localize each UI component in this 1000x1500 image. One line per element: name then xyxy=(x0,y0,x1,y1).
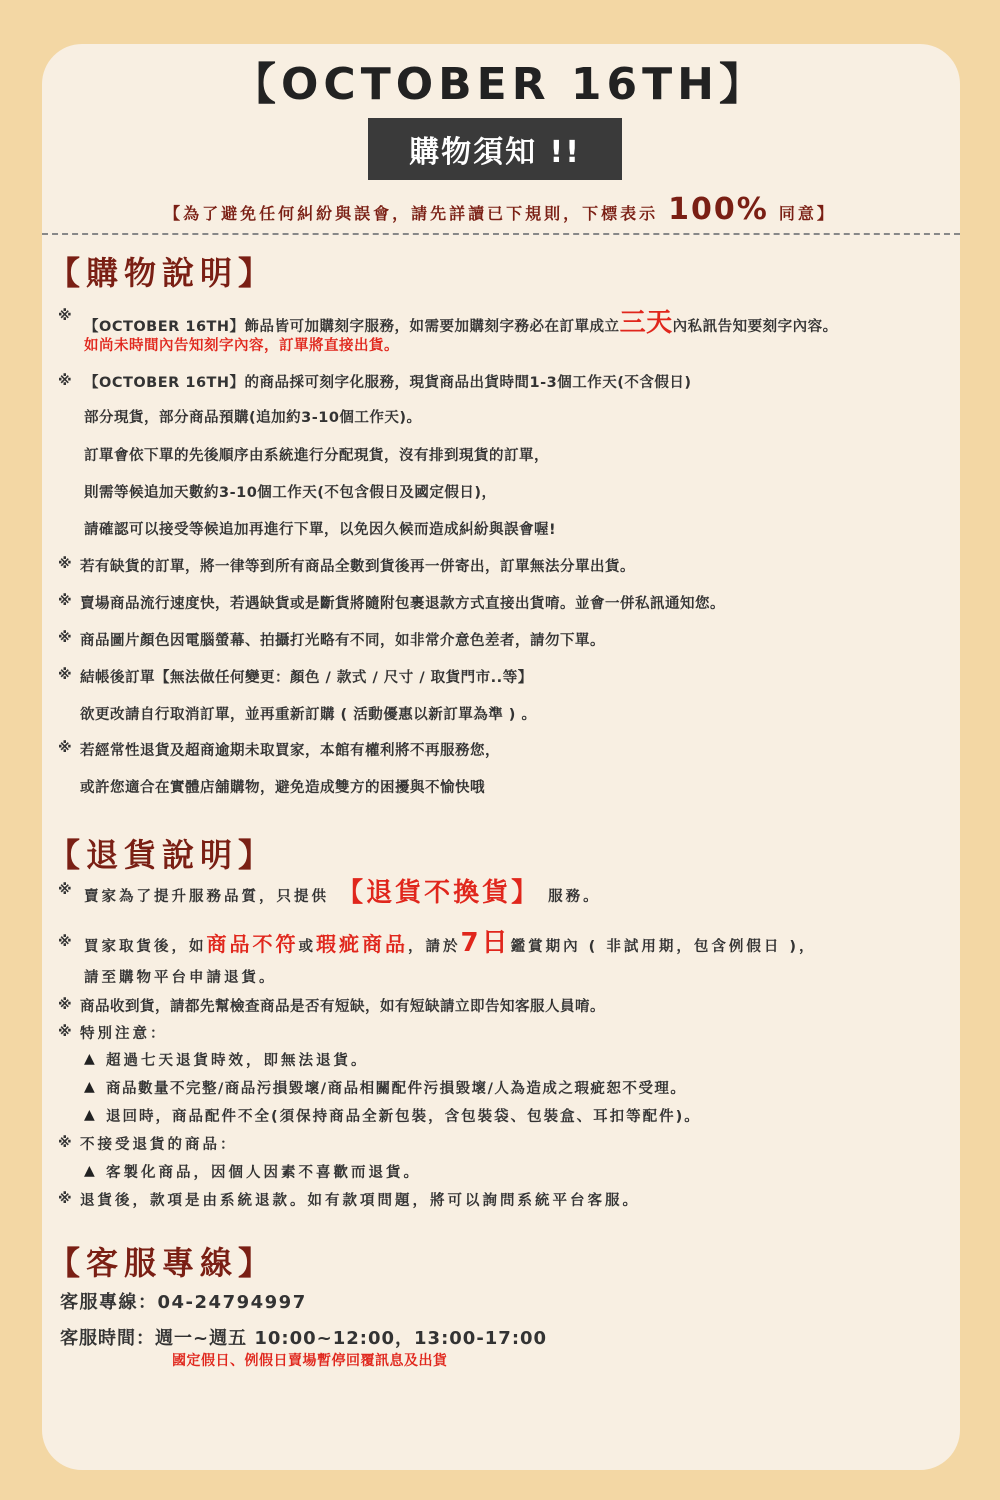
shopping-rule-4: 賣場商品流行速度快，若遇缺貨或是斷貨將隨附包裹退款方式直接出貨唷。並會一併私訊通知您。 xyxy=(80,596,725,612)
shopping-rule-2-line: 部分現貨，部分商品預購(追加約3-10個工作天)。 xyxy=(84,410,422,426)
rule-1-text: 【OCTOBER 16TH】飾品皆可加購刻字服務，如需要加購刻字務必在訂單成立 xyxy=(84,319,620,335)
returns-rule-3: 商品收到貨，請都先幫檢查商品是否有短缺，如有短缺請立即告知客服人員唷。 xyxy=(80,999,605,1015)
service-hours: 客服時間：週一~週五 10:00~12:00，13:00-17:00 xyxy=(60,1328,548,1349)
triangle-bullet-icon: ▲ xyxy=(84,1107,95,1123)
triangle-bullet-icon: ▲ xyxy=(84,1051,95,1067)
returns-heading: 【退貨說明】 xyxy=(48,836,277,874)
rule-mark: ※ xyxy=(58,1191,72,1207)
rule-mark: ※ xyxy=(58,630,72,646)
rule-mark: ※ xyxy=(58,308,72,324)
shopping-rule-1-warning: 如尚未時間內告知刻字內容，訂單將直接出貨。 xyxy=(84,338,399,354)
shopping-heading: 【購物說明】 xyxy=(48,254,277,292)
returns-rule-6: 退貨後，款項是由系統退款。如有款項問題，將可以詢問系統平台客服。 xyxy=(80,1193,640,1209)
defect-highlight: 瑕疵商品 xyxy=(316,932,408,956)
triangle-bullet-icon: ▲ xyxy=(84,1079,95,1095)
seven-days-highlight: 7日 xyxy=(460,928,511,958)
rule-mark: ※ xyxy=(58,593,72,609)
shopping-rule-2-line: 訂單會依下單的先後順序由系統進行分配現貨，沒有排到現貨的訂單， xyxy=(84,448,549,464)
returns-note-2: 商品數量不完整/商品污損毀壞/商品相關配件污損毀壞/人為造成之瑕疵恕不受理。 xyxy=(106,1081,687,1097)
shopping-rule-6: 結帳後訂單【無法做任何變更：顏色 / 款式 / 尺寸 / 取貨門市..等】 xyxy=(80,670,533,686)
returns-rule-4: 特別注意： xyxy=(80,1026,168,1042)
subtitle-post: 同意】 xyxy=(778,204,836,223)
holiday-notice: 國定假日、例假日賣場暫停回覆訊息及出貨 xyxy=(172,1353,448,1369)
shopping-rule-2-line: 則需等候追加天數約3-10個工作天(不包含假日及國定假日)， xyxy=(84,485,497,501)
shopping-rule-2: 【OCTOBER 16TH】的商品採可刻字化服務，現貨商品出貨時間1-3個工作天(不含假日) xyxy=(84,375,692,391)
rule-mark: ※ xyxy=(58,373,72,389)
returns-note-4: 客製化商品，因個人因素不喜歡而退貨。 xyxy=(106,1165,421,1181)
returns-rule-2-text: 買家取貨後，如 xyxy=(84,939,207,955)
service-heading: 【客服專線】 xyxy=(48,1244,277,1282)
shopping-rule-7: 若經常性退貨及超商逾期未取買家，本館有權利將不再服務您， xyxy=(80,743,500,759)
rule-mark: ※ xyxy=(58,556,72,572)
subtitle-percent: 100% xyxy=(668,192,769,227)
returns-note-1: 超過七天退貨時效，即無法退貨。 xyxy=(106,1053,369,1069)
returns-rule-2-or: 或 xyxy=(298,939,316,955)
rule-mark: ※ xyxy=(58,1135,72,1151)
returns-rule-5: 不接受退貨的商品： xyxy=(80,1137,238,1153)
returns-rule-2-line: 請至購物平台申請退貨。 xyxy=(84,970,277,986)
mismatch-highlight: 商品不符 xyxy=(206,932,299,956)
rule-1-highlight: 三天 xyxy=(619,308,673,338)
shopping-rule-2-line: 請確認可以接受等候追加再進行下單，以免因久候而造成糾紛與誤會喔! xyxy=(84,522,557,538)
returns-rule-1-text: 賣家為了提升服務品質，只提供 xyxy=(84,889,329,905)
agreement-subtitle xyxy=(0,192,1000,227)
returns-rule-2-mid: ，請於 xyxy=(408,939,461,955)
returns-rule-2-end: 鑑賞期內 ( 非試用期，包含例假日 )， xyxy=(510,939,817,955)
returns-rule-1-end: 服務。 xyxy=(548,889,601,905)
shopping-rule-6-line: 欲更改請自行取消訂單，並再重新訂購 ( 活動優惠以新訂單為準 ) 。 xyxy=(80,707,537,723)
dashed-divider xyxy=(42,233,960,235)
page-title: 【OCTOBER 16TH】 xyxy=(232,59,768,110)
rule-mark: ※ xyxy=(58,997,72,1013)
rule-mark: ※ xyxy=(58,740,72,756)
rule-mark: ※ xyxy=(58,1024,72,1040)
returns-note-3: 退回時，商品配件不全(須保持商品全新包裝，含包裝袋、包裝盒、耳扣等配件)。 xyxy=(106,1109,701,1125)
shopping-rule-7-line: 或許您適合在實體店舖購物，避免造成雙方的困擾與不愉快哦 xyxy=(80,780,485,796)
triangle-bullet-icon: ▲ xyxy=(84,1163,95,1179)
service-phone: 客服專線：04-24794997 xyxy=(60,1292,307,1313)
rule-1-text-end: 內私訊告知要刻字內容。 xyxy=(672,319,838,335)
no-exchange-highlight: 【退貨不換貨】 xyxy=(337,878,541,908)
rule-mark: ※ xyxy=(58,667,72,683)
returns-rule-2 xyxy=(84,922,817,959)
rule-mark: ※ xyxy=(58,934,72,950)
returns-rule-1 xyxy=(84,872,601,909)
rule-mark: ※ xyxy=(58,882,72,898)
subtitle-pre: 【為了避免任何糾紛與誤會，請先詳讀已下規則，下標表示 xyxy=(164,204,659,223)
shopping-rule-3: 若有缺貨的訂單，將一律等到所有商品全數到貨後再一併寄出，訂單無法分單出貨。 xyxy=(80,559,635,575)
shopping-rule-5: 商品圖片顏色因電腦螢幕、拍攝打光略有不同，如非常介意色差者，請勿下單。 xyxy=(80,633,605,649)
shopping-notice-banner: 購物須知 !! xyxy=(368,118,622,180)
